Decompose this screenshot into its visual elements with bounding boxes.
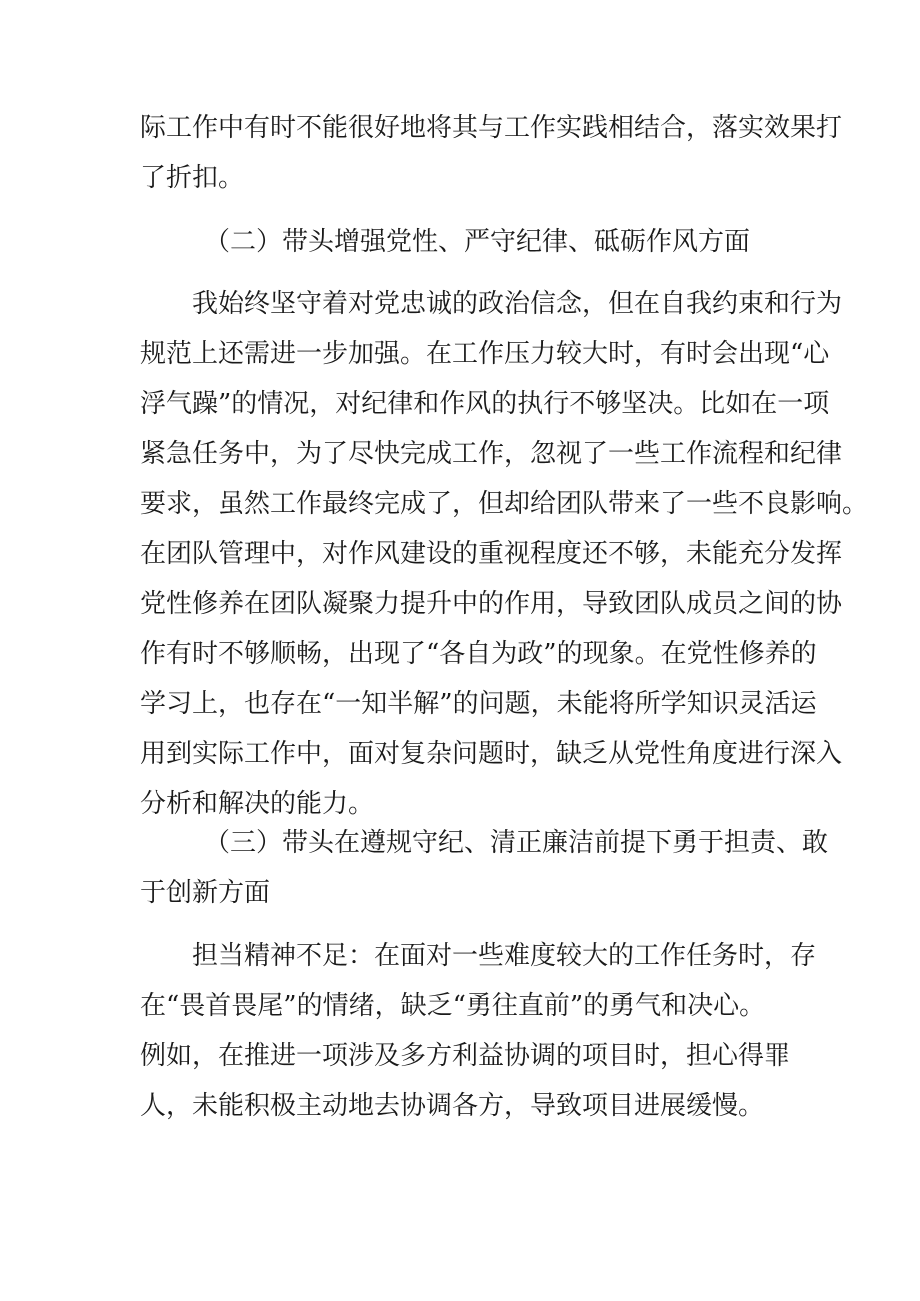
text-line: 要求，虽然工作最终完成了，但却给团队带来了一些不良影响。 (140, 489, 869, 519)
paragraph-continuation (140, 103, 843, 203)
text-line: 用到实际工作中，面对复杂问题时，缺乏从党性角度进行深入 (140, 739, 843, 769)
section-3-body (140, 931, 817, 1131)
text-line: 在“畏首畏尾”的情绪，缺乏“勇往直前”的勇气和决心。 (140, 991, 766, 1021)
text-line: 担当精神不足：在面对一些难度较大的工作任务时，存 (192, 941, 817, 971)
section-3-heading (140, 818, 829, 918)
text-line: 我始终坚守着对党忠诚的政治信念，但在自我约束和行为 (192, 289, 843, 319)
text-line: 作有时不够顺畅，出现了“各自为政”的现象。在党性修养的 (140, 639, 817, 669)
section-2-body (140, 279, 869, 829)
text-line: 际工作中有时不能很好地将其与工作实践相结合，落实效果打 (140, 113, 843, 143)
text-line: 学习上，也存在“一知半解”的问题，未能将所学知识灵活运 (140, 689, 817, 719)
section-2-heading (140, 217, 780, 267)
heading-line: （三）带头在遵规守纪、清正廉洁前提下勇于担责、敢 (204, 828, 829, 858)
text-line: 党性修养在团队凝聚力提升中的作用，导致团队成员之间的协 (140, 589, 843, 619)
text-line: 紧急任务中，为了尽快完成工作，忽视了一些工作流程和纪律 (140, 439, 843, 469)
heading-line: 于创新方面 (140, 878, 271, 908)
text-line: 在团队管理中，对作风建设的重视程度还不够，未能充分发挥 (140, 539, 843, 569)
text-line: 规范上还需进一步加强。在工作压力较大时，有时会出现“心 (140, 339, 830, 369)
text-line: 浮气躁”的情况，对纪律和作风的执行不够坚决。比如在一项 (140, 389, 830, 419)
text-line: 分析和解决的能力。 (140, 789, 375, 819)
text-line: 人，未能积极主动地去协调各方，导致项目进展缓慢。 (140, 1091, 765, 1121)
heading-line: （二）带头增强党性、严守纪律、砥砺作风方面 (204, 227, 751, 257)
text-line: 了折扣。 (140, 163, 245, 193)
text-line: 例如，在推进一项涉及多方利益协调的项目时，担心得罪 (140, 1041, 791, 1071)
